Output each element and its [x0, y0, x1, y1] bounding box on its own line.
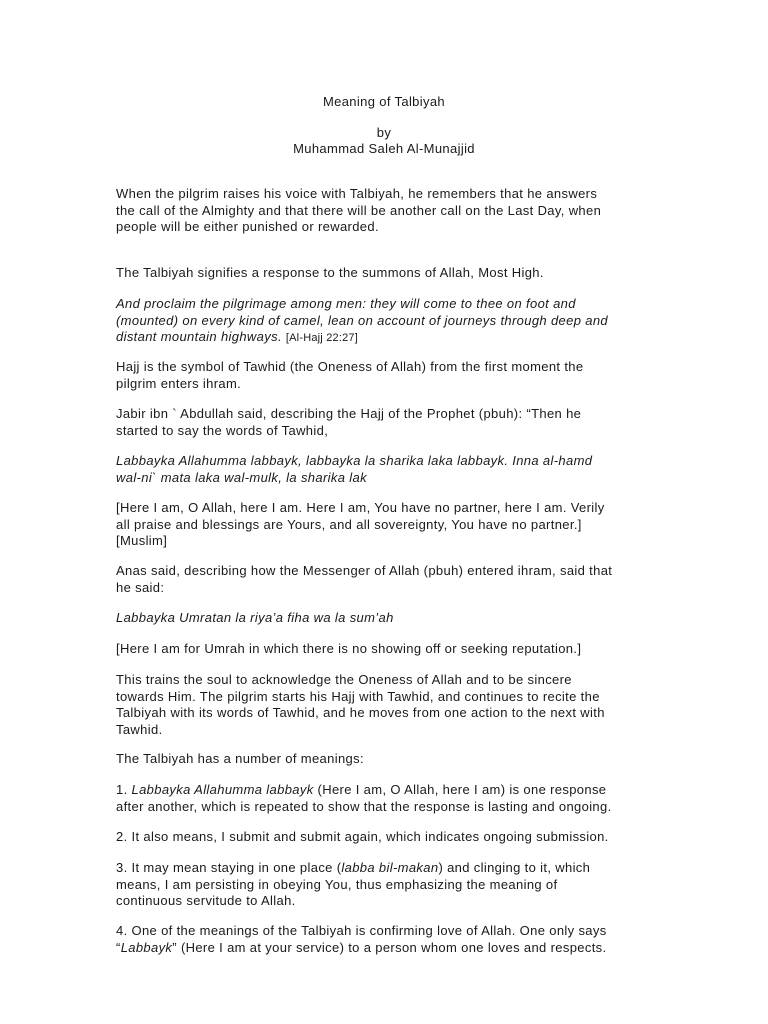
- item-text: (Here I am, O Allah, here I am) is one response: [313, 782, 607, 797]
- talbiyah-definition-paragraph: [116, 265, 656, 282]
- item-text: 3. It may mean staying in one place (: [116, 860, 342, 875]
- quote-line-with-citation: [116, 329, 656, 347]
- meaning-item-2: [116, 829, 656, 846]
- text-line: continuous servitude to Allah.: [116, 893, 296, 908]
- text-line: Jabir ibn ` Abdullah said, describing the Hajj of the Prophet (pbuh): “Then he: [116, 406, 582, 421]
- quran-citation: [Al-Hajj 22:27]: [285, 332, 358, 344]
- quote-line: (mounted) on every kind of camel, lean on account of journeys through deep and: [116, 312, 608, 328]
- umrah-talbiyah-paragraph: [116, 610, 656, 627]
- text-line: This trains the soul to acknowledge the Oneness of Allah and to be sincere: [116, 672, 572, 687]
- open-quote: “: [116, 939, 121, 955]
- item-text: ) and clinging to it, which: [438, 860, 591, 875]
- quote-line: And proclaim the pilgrimage among men: they will come to thee on foot and: [116, 296, 576, 311]
- text-line: [Here I am for Umrah in which there is no showing off or seeking reputation.]: [116, 641, 582, 656]
- soul-training-paragraph: [116, 672, 656, 738]
- quote-text: distant mountain highways.: [116, 329, 282, 344]
- text-line: all praise and blessings are Yours, and all sovereignty, You have no partner.]: [116, 516, 582, 532]
- text-line: Tawhid.: [116, 721, 163, 737]
- quran-quote-paragraph: [116, 296, 656, 347]
- text-line: the call of the Almighty and that there will be another call on the Last Day, when: [116, 202, 602, 218]
- document-title: Meaning of Talbiyah: [322, 94, 446, 109]
- tawhid-paragraph: [116, 359, 656, 392]
- text-line: The Talbiyah has a number of meanings:: [116, 751, 364, 766]
- text-line: he said:: [116, 579, 165, 595]
- text-line: after another, which is repeated to show that the response is lasting and ongoing.: [116, 798, 612, 814]
- transliteration-line: Labbayka Umratan la riya’a fiha wa la sum’ah: [116, 610, 394, 625]
- jabir-paragraph: [116, 406, 656, 439]
- text-line: [Here I am, O Allah, here I am. Here I am, You have no partner, here I am. Verily: [116, 500, 605, 515]
- item-text: ” (Here I am at your service) to a person whom one loves and respects.: [172, 939, 607, 955]
- text-line: [Muslim]: [116, 533, 168, 548]
- italic-phrase: labba bil-makan: [341, 860, 439, 875]
- text-line: [116, 940, 656, 957]
- text-line: Talbiyah with its words of Tawhid, and he moves from one action to the next with: [116, 705, 605, 720]
- italic-phrase: Labbayk: [120, 939, 173, 955]
- talbiyah-arabic-paragraph: [116, 453, 656, 486]
- meaning-item-3: [116, 860, 656, 910]
- anas-paragraph: [116, 563, 656, 596]
- text-line: towards Him. The pilgrim starts his Hajj with Tawhid, and continues to recite the: [116, 688, 600, 704]
- meanings-intro-paragraph: [116, 751, 656, 768]
- text-line: 4. One of the meanings of the Talbiyah is confirming love of Allah. One only says: [116, 923, 607, 938]
- transliteration-line: Labbayka Allahumma labbayk, labbayka la sharika laka labbayk. Inna al-hamd: [116, 453, 593, 468]
- text-line: [116, 860, 656, 877]
- text-line: The Talbiyah signifies a response to the summons of Allah, Most High.: [116, 265, 544, 280]
- text-line: started to say the words of Tawhid,: [116, 422, 329, 438]
- umrah-translation-paragraph: [116, 641, 656, 658]
- byline-by: by: [376, 125, 392, 140]
- talbiyah-translation-paragraph: [116, 500, 656, 550]
- text-line: [116, 782, 656, 799]
- text-line: people will be either punished or rewarded.: [116, 219, 379, 234]
- text-line: Anas said, describing how the Messenger of Allah (pbuh) entered ihram, said that: [116, 563, 613, 578]
- text-line: When the pilgrim raises his voice with Talbiyah, he remembers that he answers: [116, 186, 598, 201]
- text-line: pilgrim enters ihram.: [116, 375, 242, 391]
- meaning-item-1: [116, 782, 656, 815]
- text-line: Hajj is the symbol of Tawhid (the Oneness of Allah) from the first moment the: [116, 359, 584, 374]
- italic-phrase: Labbayka Allahumma labbayk: [131, 782, 314, 797]
- item-number: 1.: [116, 782, 132, 797]
- intro-paragraph: [116, 186, 656, 236]
- transliteration-line: wal-ni` mata laka wal-mulk, la sharika lak: [116, 469, 367, 485]
- text-line: means, I am persisting in obeying You, thus emphasizing the meaning of: [116, 876, 558, 892]
- meaning-item-4: [116, 923, 656, 956]
- text-line: 2. It also means, I submit and submit again, which indicates ongoing submission.: [116, 829, 609, 844]
- author-name: Muhammad Saleh Al-Munajjid: [293, 141, 475, 156]
